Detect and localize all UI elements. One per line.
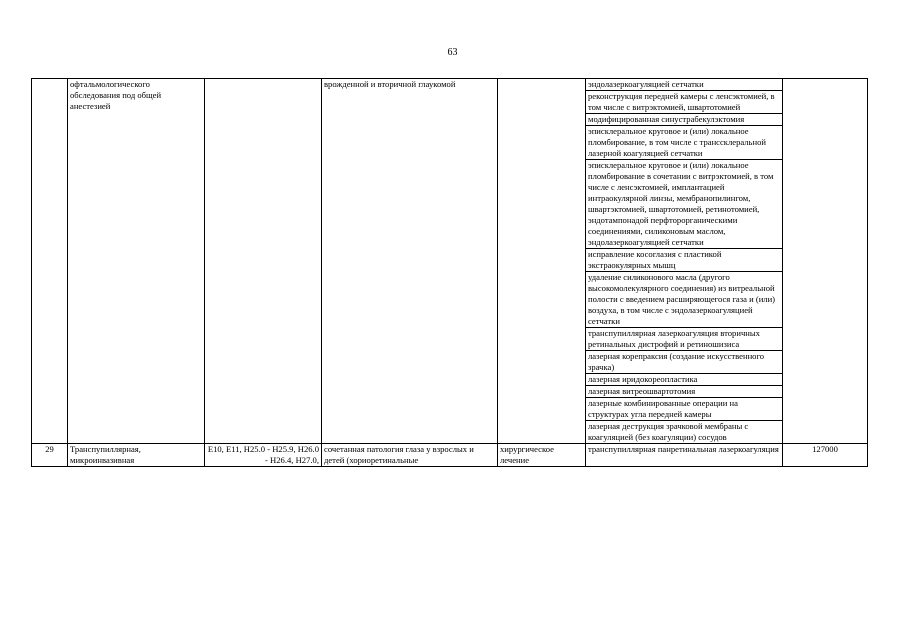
- row-number: 29: [32, 444, 68, 467]
- method-cell: лазерная иридокореопластика: [586, 374, 783, 386]
- row-codes: E10, E11, H25.0 - H25.9, H26.0 - H26.4, H27.0,: [205, 444, 322, 467]
- method-cell: лазерная деструкция зрачковой мембраны с коагуляцией (без коагуляции) сосудов: [586, 421, 783, 444]
- method-cell: реконструкция передней камеры с ленсэктомией, в том числе с витрэктомией, швартотомией: [586, 91, 783, 114]
- cell-codes: [205, 79, 322, 444]
- method-cell: исправление косоглазия с пластикой экстраокулярных мышц: [586, 249, 783, 272]
- method-cell: лазерная витреошвартотомия: [586, 386, 783, 398]
- cell-condition: врожденной и вторичной глаукомой: [322, 79, 498, 444]
- method-cell: лазерные комбинированные операции на структурах угла передней камеры: [586, 398, 783, 421]
- method-cell: эписклеральное круговое и (или) локальное пломбирование в сочетании с витрэктомией, в том числе с ленсэктомией, имплантацией интраокулярной линзы, мембранопилингом, швартэктомией, швартотомией, ретинотомией, эндотампонадой перфторорганическими соединениями, силиконовым маслом, эндолазеркоагуляцией сетчатки: [586, 160, 783, 249]
- page-number: 63: [447, 47, 458, 58]
- cell-number: [32, 79, 68, 444]
- cell-name: офтальмологического обследования под общей анестезией: [68, 79, 205, 444]
- row-cost: 127000: [783, 444, 868, 467]
- cell-treatment: [498, 79, 586, 444]
- row-name: Транспупиллярная, микроинвазивная: [68, 444, 205, 467]
- cell-cost: [783, 79, 868, 444]
- row-method: транспупиллярная панретинальная лазеркоагуляция: [586, 444, 783, 467]
- method-cell: транспупиллярная лазеркоагуляция вторичных ретинальных дистрофий и ретиношизиса: [586, 328, 783, 351]
- row-condition: сочетанная патология глаза у взрослых и детей (хориоретинальные: [322, 444, 498, 467]
- table-row-29: [32, 444, 868, 467]
- continuation-row: [32, 79, 868, 91]
- procedures-table: [31, 78, 868, 467]
- method-cell: эндолазеркоагуляцией сетчатки: [586, 79, 783, 91]
- method-cell: лазерная корепраксия (создание искусственного зрачка): [586, 351, 783, 374]
- method-cell: удаление силиконового масла (другого высокомолекулярного соединения) из витреальной полости с введением расширяющегося газа и (или) воздуха, в том числе с эндолазеркоагуляцией сетчатки: [586, 272, 783, 328]
- method-cell: эписклеральное круговое и (или) локальное пломбирование, в том числе с транссклеральной лазерной коагуляцией сетчатки: [586, 126, 783, 160]
- method-cell: модифицированная синустрабекулэктомия: [586, 114, 783, 126]
- row-treatment: хирургическое лечение: [498, 444, 586, 467]
